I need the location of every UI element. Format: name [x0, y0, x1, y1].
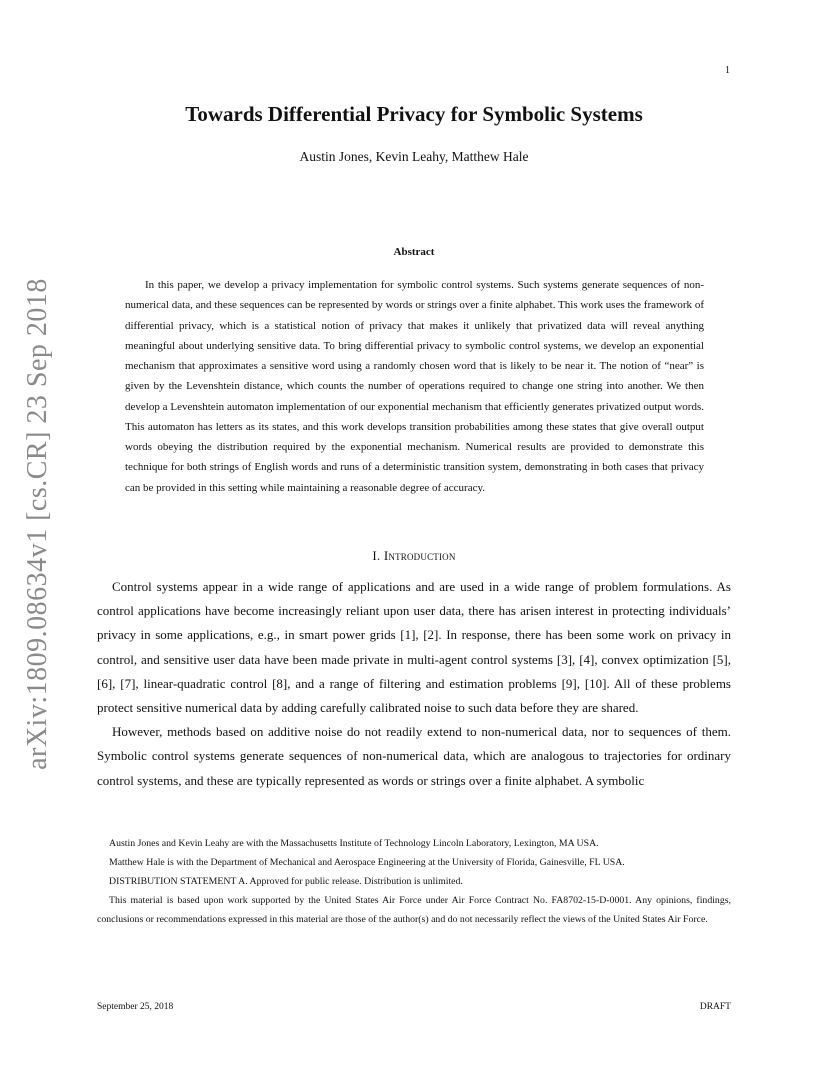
introduction-paragraph: However, methods based on additive noise do not readily extend to non-numerical data, nor to sequences of them. Symbolic control systems generate sequences of non-numerical data, which are analogous to trajectories for ordinary control systems, and these are typically represented as words or strings over a finite alphabet. A symbolic: [97, 724, 731, 788]
footnotes: [97, 834, 731, 929]
section-heading-introduction: [0, 548, 828, 564]
footnote-distribution: DISTRIBUTION STATEMENT A. Approved for public release. Distribution is unlimited.: [109, 876, 463, 887]
section-title: Introduction: [383, 548, 456, 563]
author-list: Austin Jones, Kevin Leahy, Matthew Hale: [299, 149, 529, 164]
section-number: I.: [372, 548, 381, 563]
arxiv-side-label: arXiv:1809.08634v1 [cs.CR] 23 Sep 2018: [22, 278, 53, 770]
footnote-affiliation-uf: Matthew Hale is with the Department of Mechanical and Aerospace Engineering at the University of Florida, Gainesville, FL USA.: [109, 857, 625, 868]
abstract-text: In this paper, we develop a privacy implementation for symbolic control systems. Such systems generate sequences of non-numerical data, and these sequences can be represented by words or strings over a finite alphabet. This work uses the framework of differential privacy, which is a statistical notion of privacy that makes it unlikely that privatized data will reveal anything meaningful about underlying sensitive data. To bring differential privacy to symbolic control systems, we develop an exponential mechanism that approximates a sensitive word using a randomly chosen word that is likely to be near it. The notion of “near” is given by the Levenshtein distance, which counts the number of operations required to change one string into another. We then develop a Levenshtein automaton implementation of our exponential mechanism that efficiently generates privatized output words. This automaton has letters as its states, and this work develops transition probabilities among these states that give overall output words obeying the distribution required by the exponential mechanism. Numerical results are provided to demonstrate this technique for both strings of English words and runs of a deterministic transition system, demonstrating in both cases that privacy can be provided in this setting while maintaining a reasonable degree of accuracy.: [125, 279, 704, 494]
introduction-body: [97, 575, 731, 793]
page-number: 1: [725, 65, 730, 76]
footnote-funding: This material is based upon work supported by the United States Air Force under Air Force Contract No. FA8702-15-D-0001. Any opinions, findings, conclusions or recommendations expressed in this material are those of the author(s) and do not necessarily reflect the views of the United States Air Force.: [97, 895, 731, 925]
paper-title: Towards Differential Privacy for Symbolic Systems: [185, 102, 643, 126]
abstract-heading: Abstract: [393, 246, 435, 258]
introduction-paragraph: Control systems appear in a wide range of applications and are used in a wide range of problem formulations. As control applications have become increasingly reliant upon user data, there has arisen interest in protecting individuals’ privacy in some applications, e.g., in smart power grids [1], [2]. In response, there has been some work on privacy in control, and sensitive user data have been made private in multi-agent control systems [3], [4], convex optimization [5], [6], [7], linear-quadratic control [8], and a range of filtering and estimation problems [9], [10]. All of these problems protect sensitive numerical data by adding carefully calibrated noise to such data before they are shared.: [97, 579, 731, 716]
footer-status: DRAFT: [699, 1002, 731, 1012]
footnote-affiliation-mit: Austin Jones and Kevin Leahy are with the Massachusetts Institute of Technology Lincoln Laboratory, Lexington, MA USA.: [109, 838, 599, 849]
footer-date: September 25, 2018: [97, 1002, 174, 1012]
